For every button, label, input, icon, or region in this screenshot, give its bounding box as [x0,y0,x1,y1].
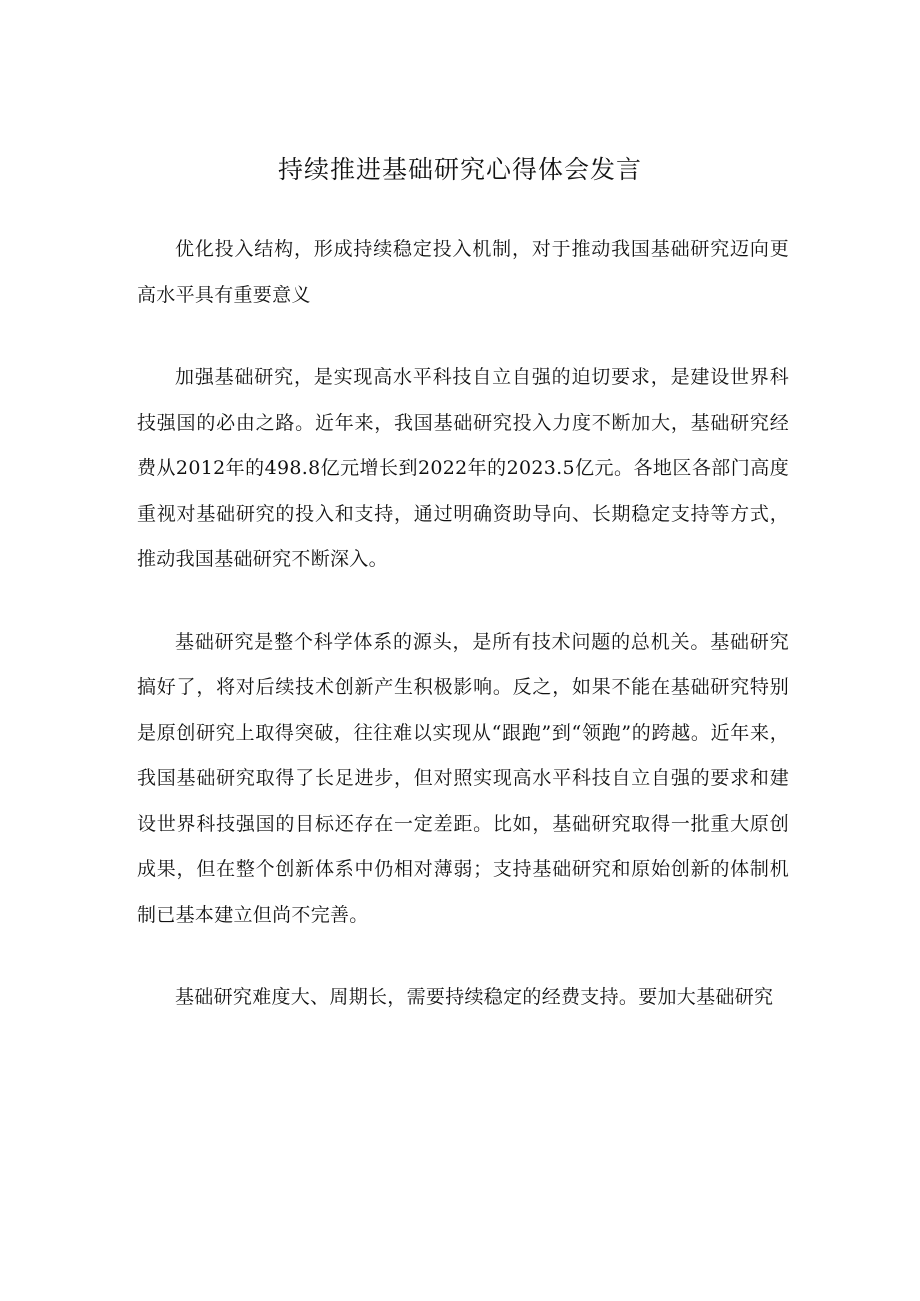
page-title: 持续推进基础研究心得体会发言 [277,155,642,184]
document-body [137,227,789,1021]
paragraph-2: 加强基础研究，是实现高水平科技自立自强的迫切要求，是建设世界科技强国的必由之路。近年来，我国基础研究投入力度不断加大，基础研究经费从2012年的498.8亿元增长到2022年的2023.5亿元。各地区各部门高度重视对基础研究的投入和支持，通过明确资助导向、长期稳定支持等方式，推动我国基础研究不断深入。 [137,366,789,570]
paragraph-1: 优化投入结构，形成持续稳定投入机制，对于推动我国基础研究迈向更高水平具有重要意义 [137,238,789,306]
paragraph-3: 基础研究是整个科学体系的源头，是所有技术问题的总机关。基础研究搞好了，将对后续技术创新产生积极影响。反之，如果不能在基础研究特别是原创研究上取得突破，往往难以实现从“跟跑”到“领跑”的跨越。近年来，我国基础研究取得了长足进步，但对照实现高水平科技自立自强的要求和建设世界科技强国的目标还存在一定差距。比如，基础研究取得一批重大原创成果，但在整个创新体系中仍相对薄弱；支持基础研究和原始创新的体制机制已基本建立但尚不完善。 [137,630,789,926]
paragraph-4: 基础研究难度大、周期长，需要持续稳定的经费支持。要加大基础研究 [175,986,774,1008]
